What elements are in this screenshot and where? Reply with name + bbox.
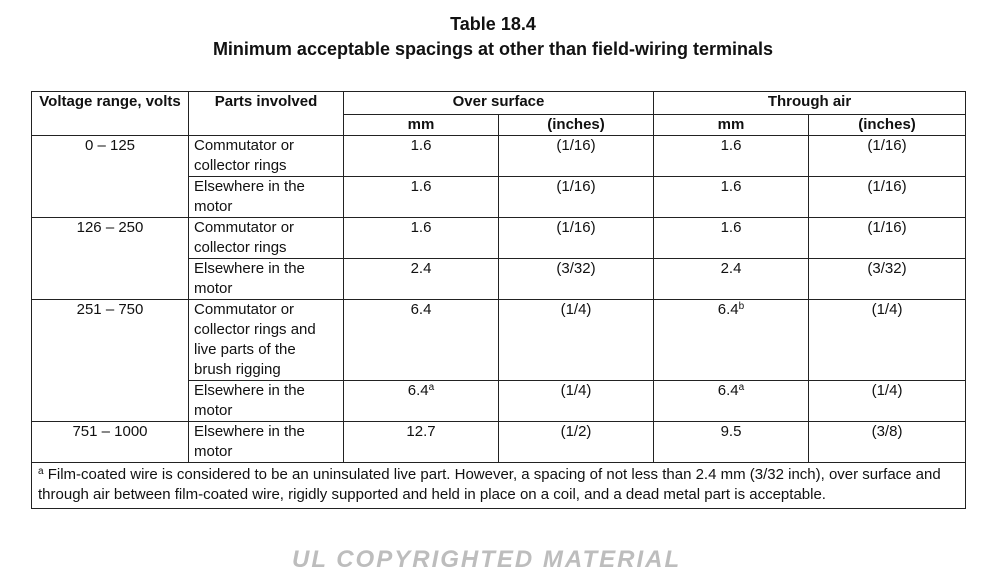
table-title: Minimum acceptable spacings at other than field-wiring terminals bbox=[212, 39, 774, 59]
parts-cell: Commutator or collector rings bbox=[189, 218, 344, 259]
footnote-text: Film-coated wire is considered to be an uninsulated live part. However, a spacing of not less than 2.4 mm (3/32 inch), over surface and through air between film-coated wire, rigidly supported and held in place on a coil, and a dead metal part is acceptable. bbox=[38, 466, 941, 503]
parts-cell: Elsewhere in the motor bbox=[189, 177, 344, 218]
through-air-inches-cell: (1/16) bbox=[809, 177, 966, 218]
footnote-row bbox=[32, 463, 966, 509]
over-surface-inches-cell: (1/4) bbox=[499, 381, 654, 422]
header-through-air-mm: mm bbox=[654, 115, 809, 136]
table-row bbox=[32, 136, 966, 177]
voltage-range-cell: 251 – 750 bbox=[32, 300, 189, 422]
footnote bbox=[32, 463, 966, 509]
through-air-mm-cell: 9.5 bbox=[654, 422, 809, 463]
header-parts-involved: Parts involved bbox=[189, 92, 344, 136]
over-surface-mm-cell: 1.6 bbox=[344, 136, 499, 177]
through-air-inches-cell: (3/8) bbox=[809, 422, 966, 463]
through-air-inches-cell: (1/4) bbox=[809, 300, 966, 381]
table-body bbox=[32, 136, 966, 509]
through-air-mm-cell: 1.6 bbox=[654, 218, 809, 259]
table-row bbox=[32, 300, 966, 381]
through-air-inches-cell: (3/32) bbox=[809, 259, 966, 300]
table-row bbox=[32, 422, 966, 463]
over-surface-inches-cell: (1/16) bbox=[499, 177, 654, 218]
parts-cell: Elsewhere in the motor bbox=[189, 381, 344, 422]
header-voltage-range: Voltage range, volts bbox=[32, 92, 189, 136]
footnote-marker: a bbox=[38, 466, 44, 477]
over-surface-inches-cell: (1/16) bbox=[499, 218, 654, 259]
parts-cell: Elsewhere in the motor bbox=[189, 422, 344, 463]
voltage-range-cell: 0 – 125 bbox=[32, 136, 189, 218]
parts-cell: Elsewhere in the motor bbox=[189, 259, 344, 300]
header-through-air-inches: (inches) bbox=[809, 115, 966, 136]
header-through-air: Through air bbox=[654, 92, 966, 115]
table-row bbox=[32, 218, 966, 259]
through-air-inches-cell: (1/16) bbox=[809, 218, 966, 259]
over-surface-inches-cell: (1/2) bbox=[499, 422, 654, 463]
parts-cell: Commutator or collector rings bbox=[189, 136, 344, 177]
over-surface-mm-cell: 2.4 bbox=[344, 259, 499, 300]
through-air-inches-cell: (1/4) bbox=[809, 381, 966, 422]
parts-cell: Commutator or collector rings and live parts of the brush rigging bbox=[189, 300, 344, 381]
over-surface-mm-cell: 12.7 bbox=[344, 422, 499, 463]
over-surface-mm-cell: 1.6 bbox=[344, 177, 499, 218]
copyright-watermark: UL COPYRIGHTED MATERIAL bbox=[292, 546, 682, 573]
header-over-surface-inches: (inches) bbox=[499, 115, 654, 136]
over-surface-mm-cell: 6.4 bbox=[344, 300, 499, 381]
header-over-surface-mm: mm bbox=[344, 115, 499, 136]
through-air-inches-cell: (1/16) bbox=[809, 136, 966, 177]
voltage-range-cell: 751 – 1000 bbox=[32, 422, 189, 463]
over-surface-mm-cell: 1.6 bbox=[344, 218, 499, 259]
table-number: Table 18.4 bbox=[450, 14, 536, 34]
over-surface-inches-cell: (3/32) bbox=[499, 259, 654, 300]
over-surface-mm-cell: 6.4$^a$ bbox=[344, 381, 499, 422]
over-surface-inches-cell: (1/16) bbox=[499, 136, 654, 177]
through-air-mm-cell: 1.6 bbox=[654, 136, 809, 177]
through-air-mm-cell: 6.4$^a$ bbox=[654, 381, 809, 422]
through-air-mm-cell: 1.6 bbox=[654, 177, 809, 218]
over-surface-inches-cell: (1/4) bbox=[499, 300, 654, 381]
header-over-surface: Over surface bbox=[344, 92, 654, 115]
voltage-range-cell: 126 – 250 bbox=[32, 218, 189, 300]
spacings-table bbox=[31, 91, 966, 509]
through-air-mm-cell: 6.4$^b$ bbox=[654, 300, 809, 381]
through-air-mm-cell: 2.4 bbox=[654, 259, 809, 300]
